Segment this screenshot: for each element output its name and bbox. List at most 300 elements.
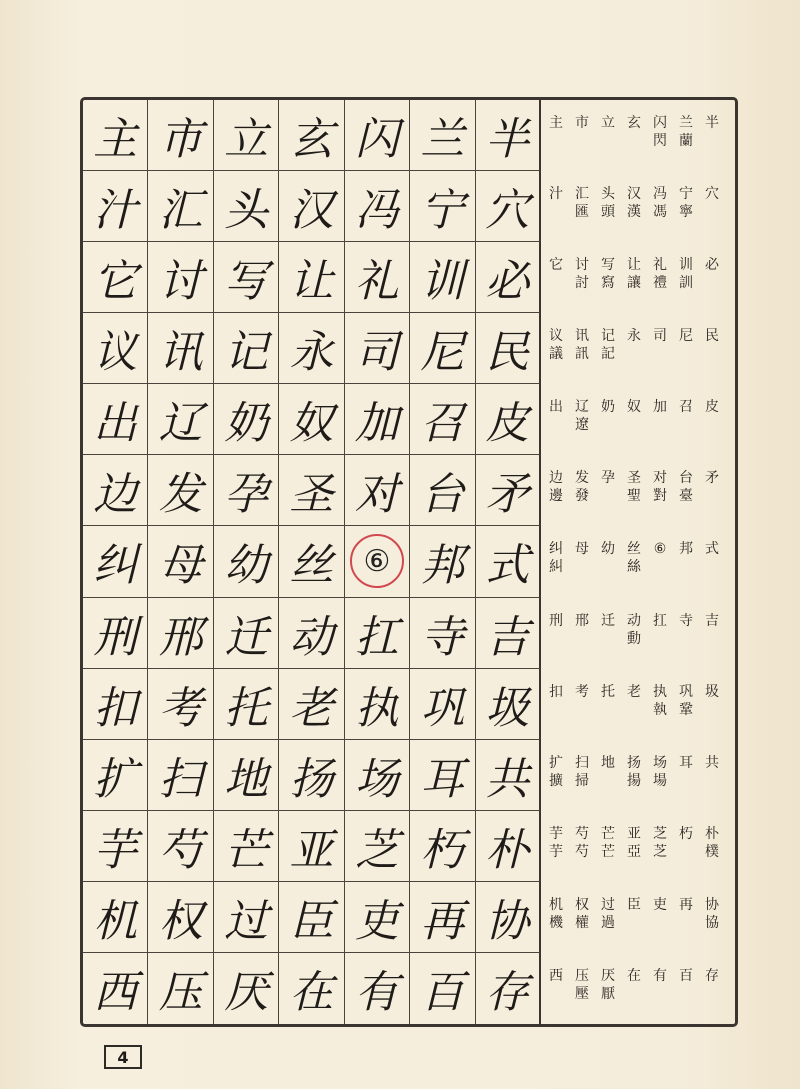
simplified-char: 场: [653, 754, 667, 771]
grid-cell: 芝: [345, 811, 410, 882]
grid-cell: 它: [83, 242, 148, 313]
traditional-char: 擴: [549, 772, 563, 789]
index-pair: [543, 683, 569, 740]
traditional-char: 樸: [705, 843, 719, 860]
grid-cell: 幼: [214, 526, 279, 597]
grid-cell: 存: [476, 953, 541, 1024]
index-pair: [543, 612, 569, 669]
index-pair: [569, 896, 595, 953]
simplified-char: 记: [601, 328, 615, 345]
grid-cell: 扩: [83, 740, 148, 811]
simplified-char: 闪: [653, 115, 667, 131]
simplified-char: 机: [549, 896, 563, 913]
simplified-char: 地: [601, 754, 615, 771]
index-pair: [621, 825, 647, 882]
traditional-char: 邊: [549, 488, 563, 505]
index-pair: [621, 327, 647, 384]
simplified-char: 式: [705, 541, 719, 558]
grid-cell: 亚: [279, 811, 344, 882]
simplified-char: 发: [575, 470, 589, 487]
grid-cell: 吏: [345, 882, 410, 953]
simplified-char: 奴: [627, 399, 641, 416]
traditional-char: 匯: [575, 204, 589, 221]
index-pair: [543, 825, 569, 882]
grid-cell: 纠: [83, 526, 148, 597]
index-row: [541, 811, 735, 882]
index-pair: [699, 185, 725, 242]
index-row: [541, 598, 735, 669]
simplified-char: 奶: [601, 399, 615, 416]
traditional-char: 動: [627, 630, 641, 647]
simplified-char: 市: [575, 115, 589, 131]
simplified-char: 丝: [627, 541, 641, 558]
traditional-char: 協: [705, 914, 719, 931]
simplified-char: 它: [549, 257, 563, 274]
grid-cell: 考: [148, 669, 213, 740]
simplified-char: 头: [601, 186, 615, 203]
simplified-char: 邢: [575, 612, 589, 629]
grid-cell: 巩: [410, 669, 475, 740]
simplified-char: 过: [601, 896, 615, 913]
simplified-char: 矛: [705, 470, 719, 487]
traditional-char: 讓: [627, 275, 641, 292]
index-row: [541, 669, 735, 740]
index-pair: [699, 398, 725, 455]
grid-cell: 辽: [148, 384, 213, 455]
traditional-char: 漢: [627, 204, 641, 221]
index-row: [541, 953, 735, 1024]
traditional-char: 過: [601, 914, 615, 931]
index-pair: [569, 825, 595, 882]
grid-cell: 对: [345, 455, 410, 526]
simplified-char: 汇: [575, 186, 589, 203]
simplified-char: 幼: [601, 541, 615, 558]
simplified-char: 写: [601, 257, 615, 274]
index-pair: [569, 612, 595, 669]
grid-cell: 头: [214, 171, 279, 242]
index-pair: [647, 754, 673, 811]
simplified-char: 吏: [653, 896, 667, 913]
simplified-char: 出: [549, 399, 563, 416]
traditional-char: 頭: [601, 204, 615, 221]
grid-cell: 托: [214, 669, 279, 740]
simplified-char: 立: [601, 115, 615, 131]
simplified-char: 芍: [575, 825, 589, 842]
grid-cell: 矛: [476, 455, 541, 526]
index-pair: [647, 469, 673, 526]
index-row: [541, 455, 735, 526]
grid-cell: [345, 526, 410, 597]
index-pair: [543, 967, 569, 1024]
grid-cell: 厌: [214, 953, 279, 1024]
traditional-char: 芍: [575, 843, 589, 860]
traditional-char: 訊: [575, 346, 589, 363]
simplified-char: 对: [653, 470, 667, 487]
simplified-char: 孕: [601, 470, 615, 487]
index-pair: [595, 256, 621, 313]
grid-cell: 冯: [345, 171, 410, 242]
simplified-char: 耳: [679, 754, 693, 771]
grid-cell: 让: [279, 242, 344, 313]
simplified-char: 朴: [705, 825, 719, 842]
simplified-char: 训: [679, 257, 693, 274]
simplified-char: 托: [601, 683, 615, 700]
grid-cell: 玄: [279, 100, 344, 171]
index-pair: [647, 967, 673, 1024]
grid-cell: 永: [279, 313, 344, 384]
grid-cell: 礼: [345, 242, 410, 313]
traditional-char: 芝: [653, 843, 667, 860]
grid-cell: 机: [83, 882, 148, 953]
grid-cell: 写: [214, 242, 279, 313]
grid-cell: 扣: [83, 669, 148, 740]
grid-cell: 母: [148, 526, 213, 597]
index-pair: [595, 398, 621, 455]
index-pair: [699, 754, 725, 811]
index-pair: [647, 896, 673, 953]
traditional-char: 聖: [627, 488, 641, 505]
index-pair: [647, 398, 673, 455]
traditional-char: 芋: [549, 843, 563, 860]
index-pair: [621, 683, 647, 740]
simplified-char: 厌: [601, 967, 615, 984]
simplified-char: 台: [679, 470, 693, 487]
grid-cell: 扬: [279, 740, 344, 811]
index-pair: [569, 754, 595, 811]
index-pair: [673, 967, 699, 1024]
index-row: [541, 384, 735, 455]
index-pair: [595, 540, 621, 597]
grid-cell: 耳: [410, 740, 475, 811]
index-pair: [595, 185, 621, 242]
index-pair: [647, 683, 673, 740]
traditional-char: 鞏: [679, 701, 693, 718]
simplified-char: 扣: [549, 683, 563, 700]
index-pair: [647, 327, 673, 384]
traditional-char: 記: [601, 346, 615, 363]
simplified-char: 协: [705, 896, 719, 913]
calligraphy-grid: [83, 100, 541, 1024]
grid-cell: 共: [476, 740, 541, 811]
traditional-char: 蘭: [679, 133, 693, 149]
index-pair: [595, 683, 621, 740]
index-pair: [647, 612, 673, 669]
traditional-char: 芒: [601, 843, 615, 860]
index-pair: [699, 683, 725, 740]
grid-cell: 召: [410, 384, 475, 455]
grid-cell: 加: [345, 384, 410, 455]
traditional-char: 討: [575, 275, 589, 292]
index-pair: [595, 469, 621, 526]
grid-cell: 执: [345, 669, 410, 740]
index-row: [541, 242, 735, 313]
grid-cell: 发: [148, 455, 213, 526]
grid-cell: 邦: [410, 526, 475, 597]
simplified-char: 尼: [679, 328, 693, 345]
simplified-char: 老: [627, 683, 641, 700]
simplified-char: 纠: [549, 541, 563, 558]
grid-cell: 邢: [148, 598, 213, 669]
simplified-char: 刑: [549, 612, 563, 629]
index-pair: [699, 327, 725, 384]
simplified-char: 召: [679, 399, 693, 416]
traditional-char: 亞: [627, 843, 641, 860]
index-pair: [569, 398, 595, 455]
index-pair: [647, 114, 673, 171]
grid-cell: 迁: [214, 598, 279, 669]
grid-cell: 汁: [83, 171, 148, 242]
traditional-char: 掃: [575, 772, 589, 789]
grid-cell: 议: [83, 313, 148, 384]
simplified-char: 共: [705, 754, 719, 771]
index-pair: [543, 896, 569, 953]
index-pair: [621, 256, 647, 313]
simplified-char: 穴: [705, 186, 719, 203]
grid-cell: 兰: [410, 100, 475, 171]
index-pair: [673, 327, 699, 384]
simplified-char: 圾: [705, 683, 719, 700]
simplified-char: 讨: [575, 257, 589, 274]
index-pair: [621, 612, 647, 669]
grid-cell: 芋: [83, 811, 148, 882]
index-pair: [699, 256, 725, 313]
grid-cell: 训: [410, 242, 475, 313]
simplified-char: 边: [549, 470, 563, 487]
simplified-char: 再: [679, 896, 693, 913]
index-pair: [699, 825, 725, 882]
grid-cell: 穴: [476, 171, 541, 242]
simplified-char: 压: [575, 967, 589, 984]
simplified-char: 玄: [627, 115, 641, 131]
index-pair: [543, 114, 569, 171]
index-pair: [647, 825, 673, 882]
index-pair: [543, 185, 569, 242]
grid-cell: 尼: [410, 313, 475, 384]
index-pair: [673, 754, 699, 811]
grid-cell: 立: [214, 100, 279, 171]
simplified-char: 执: [653, 683, 667, 700]
grid-cell: 有: [345, 953, 410, 1024]
simplified-char: 礼: [653, 257, 667, 274]
simplified-char: ⑥: [653, 541, 667, 558]
grid-cell: 圣: [279, 455, 344, 526]
simplified-char: 扬: [627, 754, 641, 771]
traditional-char: 馮: [653, 204, 667, 221]
grid-cell: 台: [410, 455, 475, 526]
index-pair: [569, 683, 595, 740]
index-pair: [647, 185, 673, 242]
grid-cell: 汉: [279, 171, 344, 242]
grid-cell: 芒: [214, 811, 279, 882]
traditional-char: 發: [575, 488, 589, 505]
traditional-char: 閃: [653, 133, 667, 149]
grid-cell: 老: [279, 669, 344, 740]
index-pair: [569, 256, 595, 313]
simplified-char: 亚: [627, 825, 641, 842]
grid-cell: 地: [214, 740, 279, 811]
index-pair: [699, 469, 725, 526]
grid-cell: 奴: [279, 384, 344, 455]
traditional-char: 絲: [627, 559, 641, 576]
index-pair: [673, 185, 699, 242]
traditional-char: 遼: [575, 417, 589, 434]
simplified-char: 汁: [549, 186, 563, 203]
grid-cell: 臣: [279, 882, 344, 953]
simplified-char: 巩: [679, 683, 693, 700]
index-pair: [621, 540, 647, 597]
index-row: [541, 100, 735, 171]
grid-cell: 半: [476, 100, 541, 171]
simplified-char: 必: [705, 257, 719, 274]
simplified-char: 邦: [679, 541, 693, 558]
simplified-char: 宁: [679, 186, 693, 203]
simplified-char: 臣: [627, 896, 641, 913]
section-marker-circle: ⑥: [350, 534, 404, 588]
grid-cell: 过: [214, 882, 279, 953]
index-row: [541, 171, 735, 242]
index-pair: [673, 825, 699, 882]
simplified-char: 芋: [549, 825, 563, 842]
simplified-char: 寺: [679, 612, 693, 629]
index-pair: [621, 754, 647, 811]
index-pair: [595, 967, 621, 1024]
index-pair: [569, 327, 595, 384]
index-pair: [699, 540, 725, 597]
index-pair: [673, 612, 699, 669]
traditional-char: 禮: [653, 275, 667, 292]
index-pair: [699, 114, 725, 171]
simplified-char: 芝: [653, 825, 667, 842]
page-number: 4: [104, 1045, 142, 1069]
grid-cell: 吉: [476, 598, 541, 669]
simplified-char: 西: [549, 967, 563, 984]
index-row: [541, 313, 735, 384]
character-index-column: [541, 100, 735, 1024]
traditional-char: 訓: [679, 275, 693, 292]
grid-cell: 边: [83, 455, 148, 526]
grid-cell: 权: [148, 882, 213, 953]
index-pair: [543, 398, 569, 455]
grid-cell: 出: [83, 384, 148, 455]
traditional-char: 機: [549, 914, 563, 931]
index-row: [541, 882, 735, 953]
simplified-char: 有: [653, 967, 667, 984]
index-pair: [673, 896, 699, 953]
index-pair: [595, 612, 621, 669]
simplified-char: 半: [705, 115, 719, 131]
simplified-char: 母: [575, 541, 589, 558]
grid-cell: 记: [214, 313, 279, 384]
grid-cell: 皮: [476, 384, 541, 455]
index-pair: [595, 896, 621, 953]
simplified-char: 芒: [601, 825, 615, 842]
grid-cell: 百: [410, 953, 475, 1024]
grid-cell: 宁: [410, 171, 475, 242]
index-pair: [543, 327, 569, 384]
traditional-char: 議: [549, 346, 563, 363]
grid-cell: 汇: [148, 171, 213, 242]
traditional-char: 揚: [627, 772, 641, 789]
traditional-char: 厭: [601, 985, 615, 1002]
index-pair: [595, 825, 621, 882]
grid-cell: 扫: [148, 740, 213, 811]
index-pair: [543, 754, 569, 811]
simplified-char: 圣: [627, 470, 641, 487]
index-pair: [699, 967, 725, 1024]
simplified-char: 永: [627, 328, 641, 345]
simplified-char: 扫: [575, 754, 589, 771]
grid-cell: 寺: [410, 598, 475, 669]
traditional-char: 臺: [679, 488, 693, 505]
simplified-char: 兰: [679, 115, 693, 131]
index-row: [541, 526, 735, 597]
index-pair: [543, 469, 569, 526]
simplified-char: 迁: [601, 612, 615, 629]
grid-cell: 场: [345, 740, 410, 811]
index-pair: [595, 114, 621, 171]
simplified-char: 在: [627, 967, 641, 984]
index-pair: [673, 398, 699, 455]
grid-cell: 朽: [410, 811, 475, 882]
grid-cell: 压: [148, 953, 213, 1024]
simplified-char: 让: [627, 257, 641, 274]
grid-cell: 圾: [476, 669, 541, 740]
grid-cell: 讯: [148, 313, 213, 384]
index-pair: [673, 256, 699, 313]
simplified-char: 汉: [627, 186, 641, 203]
simplified-char: 皮: [705, 399, 719, 416]
grid-cell: 动: [279, 598, 344, 669]
simplified-char: 扛: [653, 612, 667, 629]
grid-cell: 芍: [148, 811, 213, 882]
index-pair: [621, 469, 647, 526]
practice-sheet-frame: [80, 97, 738, 1027]
grid-cell: 必: [476, 242, 541, 313]
index-pair: [621, 967, 647, 1024]
grid-cell: 在: [279, 953, 344, 1024]
grid-cell: 扛: [345, 598, 410, 669]
grid-cell: 主: [83, 100, 148, 171]
index-pair: [699, 896, 725, 953]
traditional-char: 執: [653, 701, 667, 718]
simplified-char: 考: [575, 683, 589, 700]
simplified-char: 议: [549, 328, 563, 345]
index-pair: [621, 114, 647, 171]
traditional-char: 場: [653, 772, 667, 789]
grid-cell: 闪: [345, 100, 410, 171]
grid-cell: 孕: [214, 455, 279, 526]
grid-cell: 协: [476, 882, 541, 953]
index-pair: [621, 185, 647, 242]
grid-cell: 奶: [214, 384, 279, 455]
simplified-char: 吉: [705, 612, 719, 629]
index-pair: [595, 327, 621, 384]
index-pair: [569, 185, 595, 242]
traditional-char: 糾: [549, 559, 563, 576]
index-pair: [569, 469, 595, 526]
simplified-char: 存: [705, 967, 719, 984]
index-pair: [569, 540, 595, 597]
index-pair: [569, 114, 595, 171]
index-pair: [543, 540, 569, 597]
traditional-char: 寧: [679, 204, 693, 221]
index-pair: [699, 612, 725, 669]
simplified-char: 民: [705, 328, 719, 345]
grid-cell: 西: [83, 953, 148, 1024]
grid-cell: 民: [476, 313, 541, 384]
traditional-char: 權: [575, 914, 589, 931]
simplified-char: 朽: [679, 825, 693, 842]
